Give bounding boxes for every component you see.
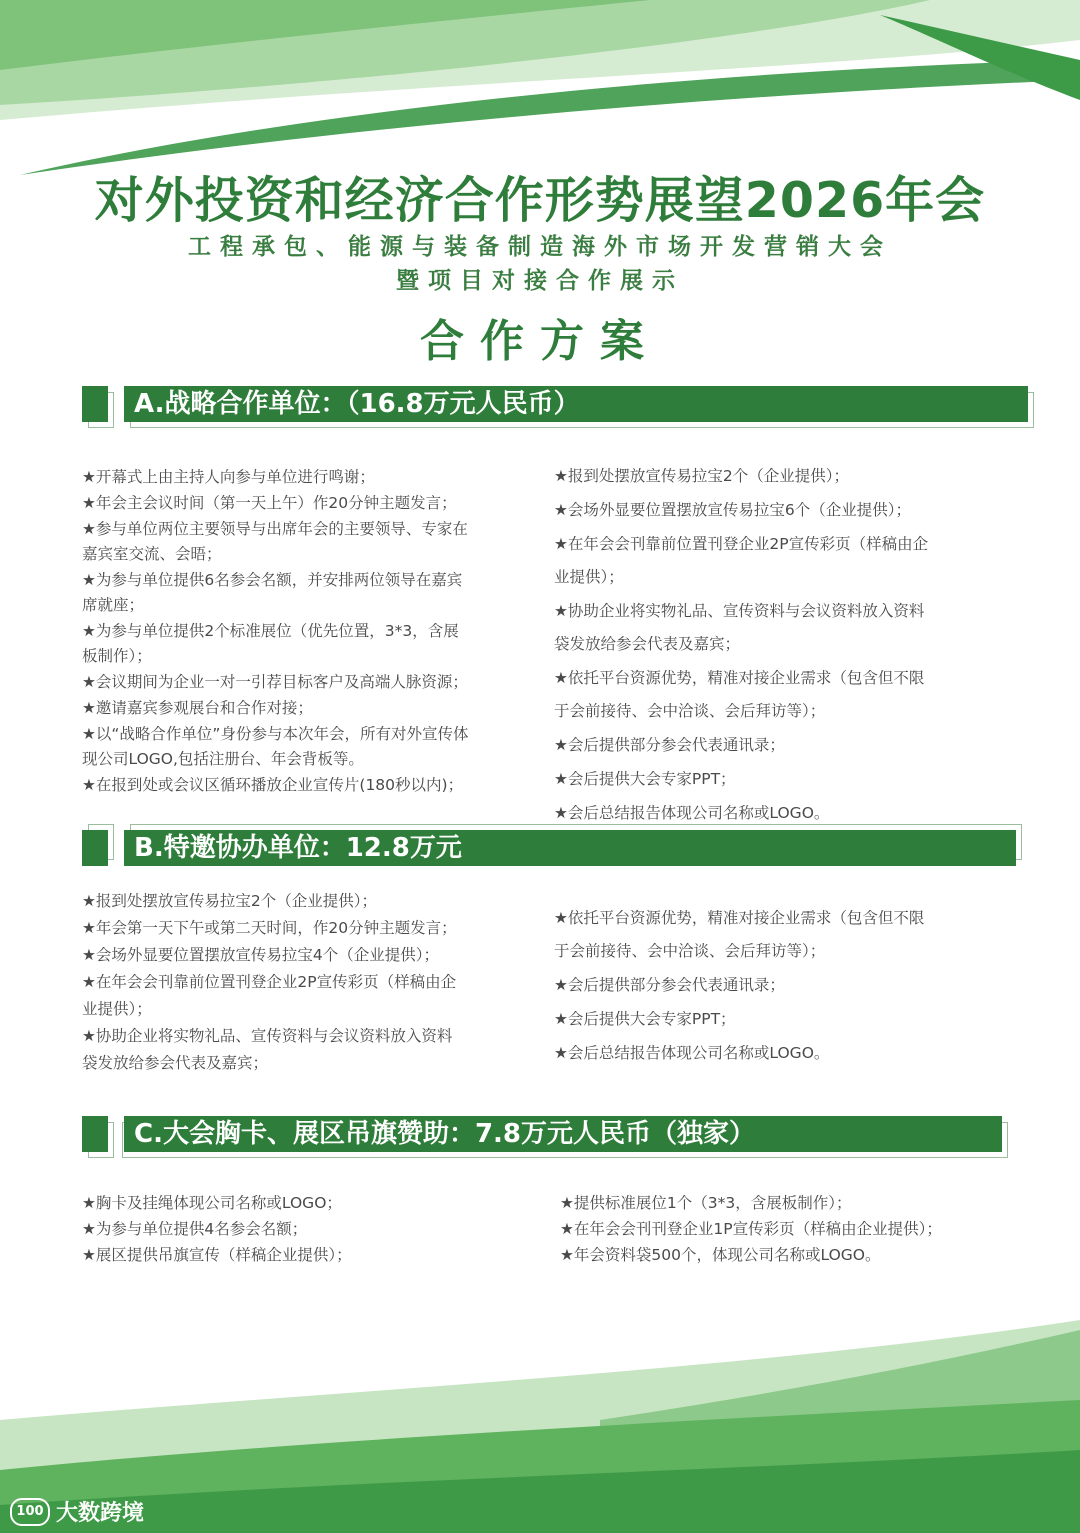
list-item: ★以“战略合作单位”身份参与本次年会，所有对外宣传体 现公司LOGO,包括注册台、年会背板等。: [82, 725, 469, 768]
list-item: ★在年会会刊靠前位置刊登企业2P宣传彩页（样稿由企 业提供）；: [82, 973, 457, 1018]
list-item: ★为参与单位提供6名参会名额，并安排两位领导在嘉宾 席就座；: [82, 571, 463, 614]
list-item: ★报到处摆放宣传易拉宝2个（企业提供）；: [82, 892, 378, 910]
section-c-title: C.大会胸卡、展区吊旗赞助：7.8万元人民币（独家）: [124, 1116, 1002, 1152]
section-a-title: A.战略合作单位：（16.8万元人民币）: [124, 386, 1028, 422]
list-item: ★展区提供吊旗宣传（样稿企业提供）；: [82, 1246, 352, 1264]
list-item: ★会后总结报告体现公司名称或LOGO。: [554, 804, 830, 822]
list-item: ★在年会会刊靠前位置刊登企业2P宣传彩页（样稿由企 业提供）；: [554, 535, 929, 586]
list-item: ★年会资料袋500个，体现公司名称或LOGO。: [560, 1246, 881, 1264]
section-b-header: [82, 830, 1016, 866]
list-item: ★会后提供部分参会代表通讯录；: [554, 736, 785, 754]
list-item: ★会后提供大会专家PPT；: [554, 770, 736, 788]
plan-title: 合作方案: [420, 316, 660, 367]
subtitle-line-1: 工程承包、能源与装备制造海外市场开发营销大会: [188, 234, 892, 260]
watermark-text: 大数跨境: [56, 1501, 145, 1526]
list-item: ★会议期间为企业一对一引荐目标客户及高端人脉资源；: [82, 673, 468, 691]
section-b-left-list: [82, 888, 532, 1077]
list-item: ★协助企业将实物礼品、宣传资料与会议资料放入资料 袋发放给参会代表及嘉宾；: [82, 1027, 453, 1072]
list-item: ★会后总结报告体现公司名称或LOGO。: [554, 1044, 830, 1062]
list-item: ★协助企业将实物礼品、宣传资料与会议资料放入资料 袋发放给参会代表及嘉宾；: [554, 602, 925, 653]
list-item: ★在年会会刊刊登企业1P宣传彩页（样稿由企业提供）；: [560, 1220, 942, 1238]
list-item: ★依托平台资源优势，精准对接企业需求（包含但不限 于会前接待、会中洽谈、会后拜访等）；: [554, 669, 925, 720]
list-item: ★会后提供部分参会代表通讯录；: [554, 976, 785, 994]
list-item: ★为参与单位提供2个标准展位（优先位置，3*3，含展 板制作）；: [82, 622, 459, 665]
header-square: [82, 830, 108, 866]
section-b-title: B.特邀协办单位：12.8万元: [124, 830, 1016, 866]
list-item: ★参与单位两位主要领导与出席年会的主要领导、专家在 嘉宾室交流、会晤；: [82, 520, 468, 563]
list-item: ★为参与单位提供4名参会名额；: [82, 1220, 308, 1238]
watermark-logo: 100: [10, 1498, 50, 1526]
list-item: ★开幕式上由主持人向参与单位进行鸣谢；: [82, 468, 375, 486]
list-item: ★在报到处或会议区循环播放企业宣传片(180秒以内)；: [82, 776, 464, 794]
header-square: [82, 1116, 108, 1152]
bottom-wave-decoration: [0, 1300, 1080, 1533]
section-a-right-list: [554, 460, 994, 831]
list-item: ★邀请嘉宾参观展台和合作对接；: [82, 699, 313, 717]
list-item: ★会后提供大会专家PPT；: [554, 1010, 736, 1028]
list-item: ★年会主会议时间（第一天上午）作20分钟主题发言；: [82, 494, 457, 512]
list-item: ★会场外显要位置摆放宣传易拉宝4个（企业提供）；: [82, 946, 440, 964]
subtitle-line-2: 暨项目对接合作展示: [396, 268, 684, 294]
section-c-header: [82, 1116, 1002, 1152]
main-title: 对外投资和经济合作形势展望2026年会: [94, 172, 986, 229]
list-item: ★报到处摆放宣传易拉宝2个（企业提供）；: [554, 467, 850, 485]
list-item: ★依托平台资源优势，精准对接企业需求（包含但不限 于会前接待、会中洽谈、会后拜访等）；: [554, 909, 925, 960]
section-a-left-list: [82, 465, 532, 799]
section-c-right-list: [560, 1190, 1030, 1268]
section-b-right-list: [554, 902, 1004, 1071]
section-a-header: [82, 386, 1028, 422]
section-c-left-list: [82, 1190, 522, 1268]
list-item: ★胸卡及挂绳体现公司名称或LOGO；: [82, 1194, 342, 1212]
header-square: [82, 386, 108, 422]
watermark: [10, 1496, 144, 1527]
list-item: ★年会第一天下午或第二天时间，作20分钟主题发言；: [82, 919, 457, 937]
list-item: ★会场外显要位置摆放宣传易拉宝6个（企业提供）；: [554, 501, 912, 519]
list-item: ★提供标准展位1个（3*3，含展板制作）；: [560, 1194, 852, 1212]
